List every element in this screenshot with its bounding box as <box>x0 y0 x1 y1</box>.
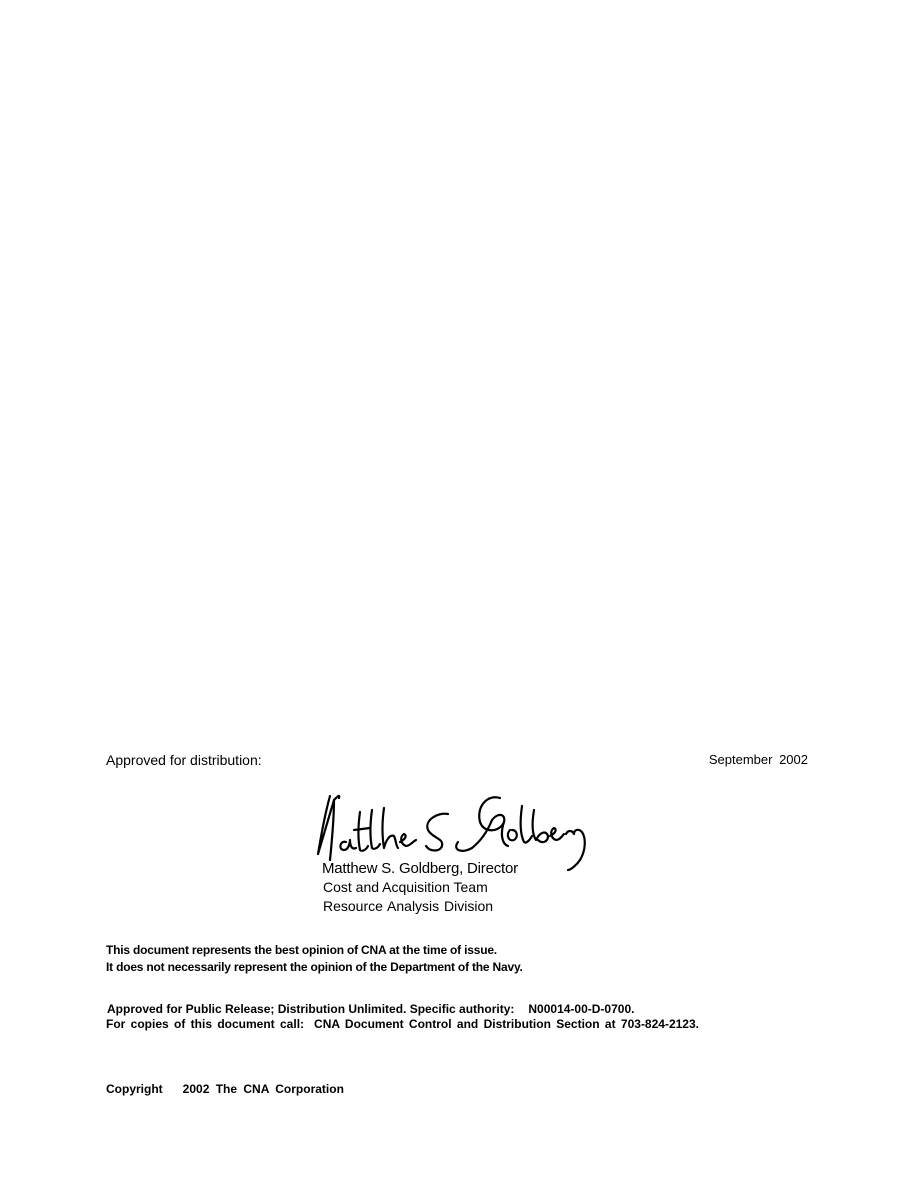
approval-label: Approved for distribution: <box>106 752 262 768</box>
copyright-notice <box>106 1082 344 1096</box>
release-statement <box>107 1002 634 1016</box>
signer-team: Cost and Acquisition Team <box>323 879 488 895</box>
signer-division: Resource Analysis Division <box>323 898 494 914</box>
copies-contact-info: CNA Document Control and Distribution Section at 703-824-2123. <box>314 1017 699 1031</box>
disclaimer-line-2: It does not necessarily represent the opinion of the Department of the Navy. <box>106 960 523 974</box>
copies-contact <box>106 1017 699 1031</box>
copies-label: For copies of this document call: <box>106 1017 305 1031</box>
release-statement-text: Approved for Public Release; Distribution Unlimited. Specific authority: <box>107 1002 515 1016</box>
release-authority: N00014-00-D-0700. <box>528 1002 635 1016</box>
copyright-label: Copyright <box>106 1082 163 1096</box>
signer-name: Matthew S. Goldberg, Director <box>322 860 518 877</box>
copyright-holder: 2002 The CNA Corporation <box>182 1082 344 1096</box>
disclaimer-line-1: This document represents the best opinion of CNA at the time of issue. <box>106 943 497 957</box>
approval-date: September 2002 <box>708 752 808 767</box>
